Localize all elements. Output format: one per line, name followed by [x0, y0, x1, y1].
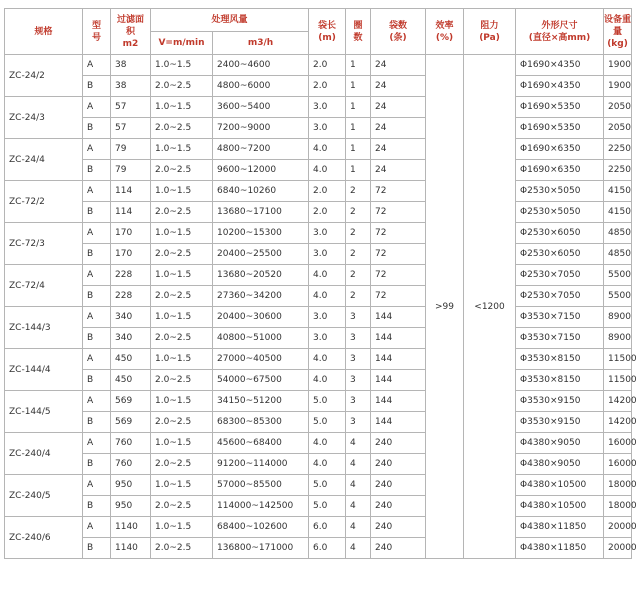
weight-cell: 20000: [604, 538, 632, 559]
header-spec: 规格: [5, 9, 83, 55]
weight-cell: 11500: [604, 370, 632, 391]
table-row: [5, 97, 632, 118]
area-cell: 228: [111, 286, 151, 307]
bag-count-cell: 72: [371, 223, 426, 244]
volume-cell: 4800~7200: [213, 139, 309, 160]
model-name-cell: ZC-24/3: [5, 97, 83, 139]
velocity-cell: 2.0~2.5: [151, 286, 213, 307]
table-row: [5, 118, 632, 139]
table-row: [5, 517, 632, 538]
header-dimensions-line1: 外形尺寸: [541, 20, 578, 31]
bag-length-cell: 5.0: [309, 412, 346, 433]
weight-cell: 11500: [604, 349, 632, 370]
header-type-line1: 型: [91, 20, 101, 31]
bag-length-cell: 4.0: [309, 433, 346, 454]
dimensions-cell: Φ2530×7050: [516, 265, 604, 286]
header-weight-line3: (kg): [607, 38, 628, 49]
volume-cell: 34150~51200: [213, 391, 309, 412]
rings-cell: 3: [346, 349, 371, 370]
bag-count-cell: 240: [371, 454, 426, 475]
velocity-cell: 1.0~1.5: [151, 349, 213, 370]
weight-cell: 8900: [604, 328, 632, 349]
table-row: [5, 265, 632, 286]
bag-count-cell: 72: [371, 202, 426, 223]
type-cell: B: [83, 160, 111, 181]
bag-count-cell: 24: [371, 55, 426, 76]
bag-count-cell: 144: [371, 391, 426, 412]
rings-cell: 1: [346, 118, 371, 139]
bag-count-cell: 24: [371, 139, 426, 160]
bag-length-cell: 2.0: [309, 202, 346, 223]
weight-cell: 18000: [604, 496, 632, 517]
velocity-cell: 2.0~2.5: [151, 76, 213, 97]
weight-cell: 2250: [604, 139, 632, 160]
area-cell: 79: [111, 160, 151, 181]
header-dimensions: [516, 9, 604, 55]
bag-length-cell: 6.0: [309, 538, 346, 559]
table-row: [5, 76, 632, 97]
volume-cell: 13680~20520: [213, 265, 309, 286]
dimensions-cell: Φ1690×4350: [516, 76, 604, 97]
area-cell: 170: [111, 223, 151, 244]
velocity-cell: 1.0~1.5: [151, 181, 213, 202]
rings-cell: 4: [346, 496, 371, 517]
dimensions-cell: Φ1690×5350: [516, 118, 604, 139]
model-name-cell: ZC-240/6: [5, 517, 83, 559]
weight-cell: 16000: [604, 433, 632, 454]
bag-count-cell: 144: [371, 307, 426, 328]
type-cell: A: [83, 55, 111, 76]
volume-cell: 13680~17100: [213, 202, 309, 223]
rings-cell: 1: [346, 160, 371, 181]
type-cell: B: [83, 286, 111, 307]
header-weight-line2: 量: [613, 26, 623, 37]
rings-cell: 4: [346, 454, 371, 475]
header-bag-length-line2: (m): [318, 32, 336, 43]
bag-count-cell: 72: [371, 286, 426, 307]
area-cell: 228: [111, 265, 151, 286]
weight-cell: 14200: [604, 412, 632, 433]
velocity-cell: 2.0~2.5: [151, 244, 213, 265]
weight-cell: 4850: [604, 223, 632, 244]
area-cell: 340: [111, 328, 151, 349]
header-resistance-line1: 阻力: [480, 20, 499, 31]
dimensions-cell: Φ2530×5050: [516, 181, 604, 202]
table-row: [5, 370, 632, 391]
velocity-cell: 2.0~2.5: [151, 412, 213, 433]
type-cell: B: [83, 370, 111, 391]
bag-count-cell: 72: [371, 265, 426, 286]
header-resistance-line2: (Pa): [479, 32, 500, 43]
velocity-cell: 2.0~2.5: [151, 202, 213, 223]
area-cell: 1140: [111, 538, 151, 559]
area-cell: 114: [111, 202, 151, 223]
velocity-cell: 2.0~2.5: [151, 496, 213, 517]
header-type-line2: 号: [91, 32, 101, 43]
rings-cell: 3: [346, 328, 371, 349]
velocity-cell: 1.0~1.5: [151, 433, 213, 454]
volume-cell: 54000~67500: [213, 370, 309, 391]
header-bag-count-line1: 袋数: [389, 20, 408, 31]
weight-cell: 8900: [604, 307, 632, 328]
weight-cell: 5500: [604, 265, 632, 286]
area-cell: 38: [111, 76, 151, 97]
bag-length-cell: 5.0: [309, 391, 346, 412]
bag-count-cell: 72: [371, 244, 426, 265]
rings-cell: 4: [346, 538, 371, 559]
area-cell: 950: [111, 496, 151, 517]
type-cell: A: [83, 517, 111, 538]
bag-length-cell: 5.0: [309, 475, 346, 496]
volume-cell: 2400~4600: [213, 55, 309, 76]
volume-cell: 45600~68400: [213, 433, 309, 454]
model-name-cell: ZC-72/3: [5, 223, 83, 265]
type-cell: B: [83, 328, 111, 349]
rings-cell: 1: [346, 76, 371, 97]
type-cell: B: [83, 454, 111, 475]
header-bag-count: [371, 9, 426, 55]
bag-count-cell: 240: [371, 538, 426, 559]
header-area: [111, 9, 151, 55]
bag-length-cell: 4.0: [309, 370, 346, 391]
bag-length-cell: 3.0: [309, 328, 346, 349]
velocity-cell: 2.0~2.5: [151, 538, 213, 559]
dimensions-cell: Φ3530×7150: [516, 307, 604, 328]
rings-cell: 3: [346, 370, 371, 391]
area-cell: 57: [111, 118, 151, 139]
bag-length-cell: 3.0: [309, 307, 346, 328]
area-cell: 1140: [111, 517, 151, 538]
weight-cell: 1900: [604, 76, 632, 97]
header-efficiency-line2: (%): [435, 32, 454, 43]
rings-cell: 2: [346, 202, 371, 223]
velocity-cell: 2.0~2.5: [151, 118, 213, 139]
area-cell: 760: [111, 433, 151, 454]
area-cell: 340: [111, 307, 151, 328]
type-cell: A: [83, 97, 111, 118]
velocity-cell: 2.0~2.5: [151, 454, 213, 475]
header-rings-line1: 圈: [353, 20, 363, 31]
header-airflow: 处理风量: [151, 9, 309, 32]
rings-cell: 4: [346, 433, 371, 454]
model-name-cell: ZC-144/5: [5, 391, 83, 433]
rings-cell: 2: [346, 223, 371, 244]
rings-cell: 1: [346, 55, 371, 76]
header-rings-line2: 数: [353, 32, 363, 43]
rings-cell: 4: [346, 475, 371, 496]
header-efficiency-line1: 效率: [435, 20, 454, 31]
rings-cell: 1: [346, 97, 371, 118]
table-row: [5, 55, 632, 76]
area-cell: 170: [111, 244, 151, 265]
model-name-cell: ZC-72/4: [5, 265, 83, 307]
bag-length-cell: 4.0: [309, 139, 346, 160]
header-velocity: V=m/min: [151, 32, 213, 55]
header-type: [83, 9, 111, 55]
header-area-line2: 积: [125, 26, 135, 37]
weight-cell: 4150: [604, 202, 632, 223]
rings-cell: 2: [346, 244, 371, 265]
volume-cell: 27360~34200: [213, 286, 309, 307]
weight-cell: 2250: [604, 160, 632, 181]
type-cell: B: [83, 538, 111, 559]
type-cell: A: [83, 433, 111, 454]
bag-length-cell: 4.0: [309, 349, 346, 370]
dimensions-cell: Φ1690×5350: [516, 97, 604, 118]
volume-cell: 7200~9000: [213, 118, 309, 139]
bag-length-cell: 2.0: [309, 76, 346, 97]
header-rings: [346, 9, 371, 55]
dimensions-cell: Φ4380×9050: [516, 454, 604, 475]
header-weight: [604, 9, 632, 55]
velocity-cell: 1.0~1.5: [151, 97, 213, 118]
bag-length-cell: 4.0: [309, 265, 346, 286]
weight-cell: 18000: [604, 475, 632, 496]
type-cell: A: [83, 139, 111, 160]
efficiency-cell: >99: [426, 55, 464, 559]
table-row: [5, 307, 632, 328]
type-cell: B: [83, 118, 111, 139]
volume-cell: 68300~85300: [213, 412, 309, 433]
model-name-cell: ZC-240/4: [5, 433, 83, 475]
table-row: [5, 160, 632, 181]
model-name-cell: ZC-144/4: [5, 349, 83, 391]
volume-cell: 20400~30600: [213, 307, 309, 328]
spec-table-container: [4, 8, 637, 559]
dimensions-cell: Φ1690×6350: [516, 139, 604, 160]
weight-cell: 20000: [604, 517, 632, 538]
bag-count-cell: 144: [371, 370, 426, 391]
header-volume: m3/h: [213, 32, 309, 55]
table-row: [5, 433, 632, 454]
bag-length-cell: 3.0: [309, 118, 346, 139]
type-cell: B: [83, 496, 111, 517]
table-row: [5, 538, 632, 559]
table-row: [5, 286, 632, 307]
table-row: [5, 412, 632, 433]
volume-cell: 40800~51000: [213, 328, 309, 349]
rings-cell: 2: [346, 181, 371, 202]
bag-count-cell: 24: [371, 76, 426, 97]
bag-count-cell: 144: [371, 349, 426, 370]
volume-cell: 27000~40500: [213, 349, 309, 370]
dimensions-cell: Φ2530×6050: [516, 244, 604, 265]
velocity-cell: 1.0~1.5: [151, 55, 213, 76]
table-row: [5, 475, 632, 496]
table-row: [5, 139, 632, 160]
velocity-cell: 1.0~1.5: [151, 391, 213, 412]
rings-cell: 4: [346, 517, 371, 538]
area-cell: 79: [111, 139, 151, 160]
header-weight-line1: 设备重: [604, 14, 632, 25]
type-cell: A: [83, 475, 111, 496]
velocity-cell: 1.0~1.5: [151, 265, 213, 286]
rings-cell: 3: [346, 391, 371, 412]
model-name-cell: ZC-144/3: [5, 307, 83, 349]
dimensions-cell: Φ3530×9150: [516, 391, 604, 412]
volume-cell: 6840~10260: [213, 181, 309, 202]
bag-length-cell: 4.0: [309, 160, 346, 181]
header-efficiency: [426, 9, 464, 55]
bag-length-cell: 6.0: [309, 517, 346, 538]
bag-length-cell: 3.0: [309, 223, 346, 244]
header-area-line3: m2: [122, 38, 139, 49]
model-name-cell: ZC-72/2: [5, 181, 83, 223]
type-cell: A: [83, 223, 111, 244]
area-cell: 450: [111, 370, 151, 391]
dimensions-cell: Φ2530×6050: [516, 223, 604, 244]
type-cell: A: [83, 391, 111, 412]
rings-cell: 2: [346, 265, 371, 286]
bag-count-cell: 240: [371, 475, 426, 496]
velocity-cell: 1.0~1.5: [151, 517, 213, 538]
bag-count-cell: 24: [371, 160, 426, 181]
volume-cell: 3600~5400: [213, 97, 309, 118]
rings-cell: 3: [346, 412, 371, 433]
area-cell: 569: [111, 412, 151, 433]
table-row: [5, 244, 632, 265]
spec-table-body: [5, 55, 637, 559]
bag-count-cell: 144: [371, 328, 426, 349]
header-bag-length: [309, 9, 346, 55]
dimensions-cell: Φ2530×7050: [516, 286, 604, 307]
weight-cell: 2050: [604, 97, 632, 118]
area-cell: 760: [111, 454, 151, 475]
volume-cell: 9600~12000: [213, 160, 309, 181]
table-row: [5, 454, 632, 475]
bag-count-cell: 24: [371, 97, 426, 118]
model-name-cell: ZC-240/5: [5, 475, 83, 517]
area-cell: 569: [111, 391, 151, 412]
rings-cell: 1: [346, 139, 371, 160]
dust-collector-spec-table: [4, 8, 637, 559]
table-row: [5, 349, 632, 370]
table-row: [5, 391, 632, 412]
velocity-cell: 1.0~1.5: [151, 139, 213, 160]
bag-count-cell: 240: [371, 517, 426, 538]
rings-cell: 2: [346, 286, 371, 307]
dimensions-cell: Φ4380×11850: [516, 517, 604, 538]
dimensions-cell: Φ3530×9150: [516, 412, 604, 433]
weight-cell: 4850: [604, 244, 632, 265]
area-cell: 38: [111, 55, 151, 76]
volume-cell: 4800~6000: [213, 76, 309, 97]
header-dimensions-line2: (直径×高mm): [528, 32, 591, 43]
weight-cell: 1900: [604, 55, 632, 76]
header-resistance: [464, 9, 516, 55]
volume-cell: 136800~171000: [213, 538, 309, 559]
bag-length-cell: 2.0: [309, 55, 346, 76]
dimensions-cell: Φ4380×10500: [516, 475, 604, 496]
area-cell: 450: [111, 349, 151, 370]
area-cell: 114: [111, 181, 151, 202]
velocity-cell: 2.0~2.5: [151, 370, 213, 391]
volume-cell: 10200~15300: [213, 223, 309, 244]
bag-length-cell: 3.0: [309, 97, 346, 118]
dimensions-cell: Φ4380×9050: [516, 433, 604, 454]
bag-length-cell: 4.0: [309, 454, 346, 475]
bag-length-cell: 2.0: [309, 181, 346, 202]
volume-cell: 91200~114000: [213, 454, 309, 475]
volume-cell: 20400~25500: [213, 244, 309, 265]
volume-cell: 114000~142500: [213, 496, 309, 517]
table-row: [5, 496, 632, 517]
bag-count-cell: 72: [371, 181, 426, 202]
type-cell: A: [83, 307, 111, 328]
table-row: [5, 181, 632, 202]
type-cell: B: [83, 244, 111, 265]
header-area-line1: 过滤面: [116, 14, 144, 25]
velocity-cell: 1.0~1.5: [151, 307, 213, 328]
dimensions-cell: Φ4380×11850: [516, 538, 604, 559]
bag-count-cell: 144: [371, 412, 426, 433]
area-cell: 57: [111, 97, 151, 118]
dimensions-cell: Φ1690×4350: [516, 55, 604, 76]
velocity-cell: 2.0~2.5: [151, 328, 213, 349]
velocity-cell: 1.0~1.5: [151, 223, 213, 244]
velocity-cell: 2.0~2.5: [151, 160, 213, 181]
velocity-cell: 1.0~1.5: [151, 475, 213, 496]
header-bag-length-line1: 袋长: [318, 20, 337, 31]
type-cell: B: [83, 202, 111, 223]
table-row: [5, 202, 632, 223]
type-cell: B: [83, 412, 111, 433]
weight-cell: 14200: [604, 391, 632, 412]
type-cell: A: [83, 181, 111, 202]
bag-length-cell: 5.0: [309, 496, 346, 517]
dimensions-cell: Φ2530×5050: [516, 202, 604, 223]
weight-cell: 2050: [604, 118, 632, 139]
type-cell: B: [83, 76, 111, 97]
bag-count-cell: 240: [371, 496, 426, 517]
dimensions-cell: Φ3530×8150: [516, 370, 604, 391]
area-cell: 950: [111, 475, 151, 496]
weight-cell: 5500: [604, 286, 632, 307]
model-name-cell: ZC-24/2: [5, 55, 83, 97]
volume-cell: 68400~102600: [213, 517, 309, 538]
dimensions-cell: Φ4380×10500: [516, 496, 604, 517]
type-cell: A: [83, 349, 111, 370]
model-name-cell: ZC-24/4: [5, 139, 83, 181]
weight-cell: 4150: [604, 181, 632, 202]
dimensions-cell: Φ3530×7150: [516, 328, 604, 349]
header-bag-count-line2: (条): [389, 32, 407, 43]
table-row: [5, 328, 632, 349]
weight-cell: 16000: [604, 454, 632, 475]
table-row: [5, 223, 632, 244]
volume-cell: 57000~85500: [213, 475, 309, 496]
bag-length-cell: 4.0: [309, 286, 346, 307]
type-cell: A: [83, 265, 111, 286]
dimensions-cell: Φ3530×8150: [516, 349, 604, 370]
dimensions-cell: Φ1690×6350: [516, 160, 604, 181]
resistance-cell: <1200: [464, 55, 516, 559]
bag-length-cell: 3.0: [309, 244, 346, 265]
bag-count-cell: 24: [371, 118, 426, 139]
rings-cell: 3: [346, 307, 371, 328]
bag-count-cell: 240: [371, 433, 426, 454]
